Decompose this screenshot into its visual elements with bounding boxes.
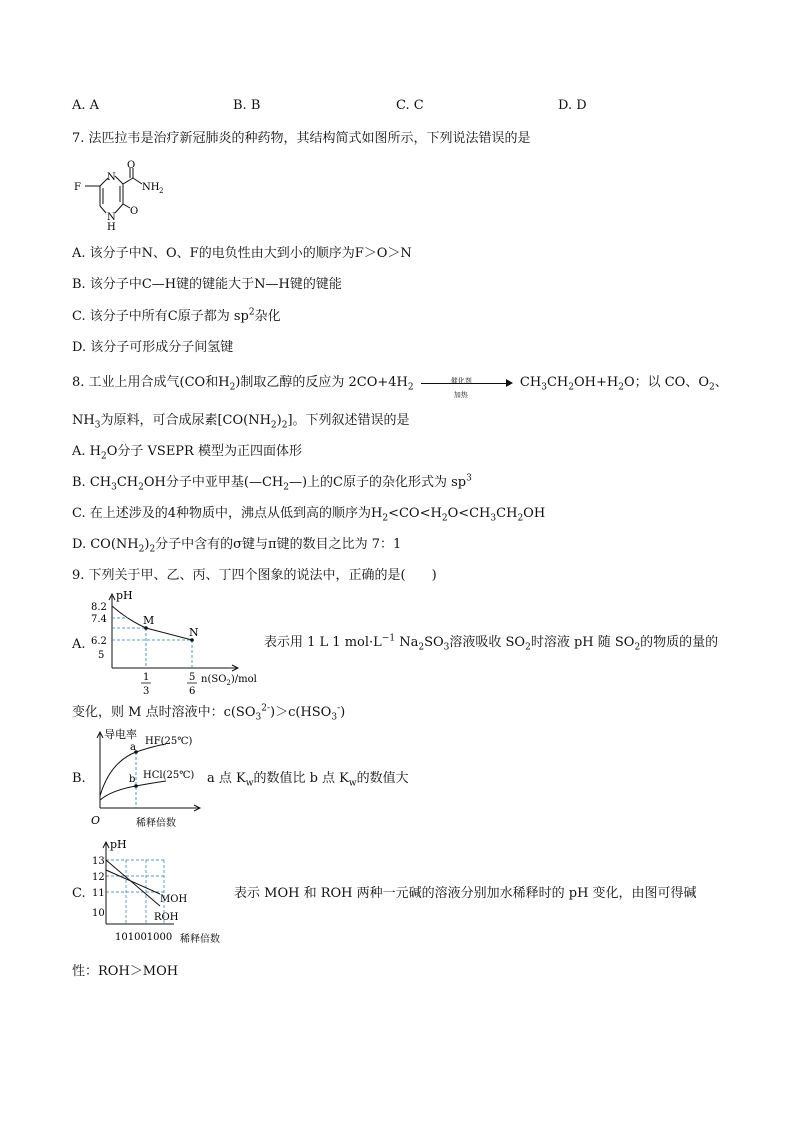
graph-a-x2-den: 6 — [189, 686, 196, 697]
graph-b-curve-hcl: HCl(25℃) — [143, 770, 195, 781]
q7-stem: 7. 法匹拉韦是治疗新冠肺炎的种药物，其结构简式如图所示，下列说法错误的是 — [72, 131, 531, 146]
q6-option-b: B. B — [233, 98, 261, 113]
q7-option-a: A. 该分子中N、O、F的电负性由大到小的顺序为F＞O＞N — [72, 246, 412, 261]
q9-b-text: a 点 $K_w$的数值比 b 点 $K_w$的数值大 — [207, 771, 409, 789]
graph-b-curve-hf: HF(25℃) — [145, 736, 193, 747]
graph-b-ylabel: 导电率 — [104, 728, 137, 741]
q8-line1: 8. 工业上用合成气(CO和$H_2$)制取乙醇的反应为 $2CO+4H_2$ 催化剂 加热 $CH_3CH_2OH+H_2O$；以 CO、$O_2$、 — [72, 375, 728, 399]
reaction-arrow: 催化剂 加热 — [421, 376, 513, 390]
q9-a-graph — [88, 590, 268, 698]
graph-c-xlabel: 稀释倍数 — [180, 934, 220, 945]
q9-c-text: 表示 MOH 和 ROH 两种一元碱的溶液分别加水稀释时的 pH 变化，由图可得碱 — [234, 886, 697, 901]
graph-c-curve-moh: MOH — [160, 894, 188, 905]
graph-a-ytick: 5 — [98, 650, 105, 661]
favipiravir-structure — [70, 160, 180, 235]
graph-c-ytick: 10 — [92, 908, 105, 919]
q9-a-line2: 变化，则 M 点时溶液中：$c(SO_3^{2-})>c(HSO_3^-)$ — [72, 703, 346, 723]
graph-b-xlabel: 稀释倍数 — [136, 818, 176, 829]
graph-a-x1-den: 3 — [143, 686, 150, 697]
struct-h: H — [107, 222, 116, 233]
graph-a-point-n: N — [189, 626, 199, 639]
struct-f: F — [74, 182, 81, 193]
graph-b-point-b: b — [129, 774, 136, 785]
q6-option-a: A. A — [72, 98, 100, 113]
graph-a-x2-num: 5 — [189, 672, 196, 683]
graph-a-ylabel: pH — [116, 590, 133, 602]
q7-option-c: C. 该分子中所有C原子都为 $sp^2$杂化 — [72, 307, 281, 324]
q8-option-a: A. $H_2O$分子 VSEPR 模型为正四面体形 — [72, 444, 302, 462]
q6-option-c: C. C — [396, 98, 424, 113]
struct-o-top: O — [127, 160, 136, 171]
graph-b-origin: O — [91, 814, 101, 827]
graph-c-ytick: 13 — [92, 856, 105, 867]
graph-c-xticks: 101001000 — [115, 932, 173, 943]
graph-b-point-a: a — [130, 742, 136, 753]
q8-option-c: C. 在上述涉及的4种物质中，沸点从低到高的顺序为$H_2<CO<H_2O<CH_3CH_2OH$ — [72, 506, 546, 524]
q9-b-graph — [88, 726, 208, 832]
q8-option-d: D. $CO(NH_2)_2$分子中含有的σ键与π键的数目之比为 7：1 — [72, 537, 402, 555]
graph-c-ytick: 12 — [92, 872, 105, 883]
graph-a-xlabel: $n(SO_2)$/mol — [201, 674, 257, 687]
graph-a-ytick: 8.2 — [91, 602, 107, 613]
q8-option-b: B. $CH_3CH_2OH$分子中亚甲基$(—CH_2—)$上的C原子的杂化形式为 $sp^3$ — [72, 473, 472, 493]
graph-a-x1-num: 1 — [143, 672, 150, 683]
q9-a-text: 表示用 1 L 1 $mol\cdot L^{-1}$ $Na_2SO_3$溶液吸收 $SO_2$时溶液 pH 随 $SO_2$的物质的量的 — [264, 633, 719, 653]
struct-sub2: 2 — [159, 187, 164, 195]
graph-a-ytick: 6.2 — [91, 636, 107, 647]
graph-c-curve-roh: ROH — [154, 912, 179, 923]
q9-b-label: B. — [72, 771, 86, 786]
q9-c-label: C. — [72, 886, 86, 901]
graph-c-ytick: 11 — [92, 888, 105, 899]
q8-line2: $NH_3$为原料，可合成尿素$[CO(NH_2)_2]$。下列叙述错误的是 — [72, 413, 410, 431]
q9-a-label: A. — [72, 637, 86, 652]
q9-c-graph — [88, 836, 238, 948]
q7-option-d: D. 该分子可形成分子间氢键 — [72, 340, 234, 355]
graph-c-ylabel: pH — [110, 838, 127, 851]
q9-c-line2: 性：ROH＞MOH — [72, 964, 179, 979]
q6-option-d: D. D — [558, 98, 587, 113]
q7-option-b: B. 该分子中C—H键的键能大于N—H键的键能 — [72, 277, 342, 292]
graph-a-ytick: 7.4 — [91, 614, 107, 625]
struct-nh: NH — [142, 182, 160, 193]
struct-o-bottom: O — [130, 206, 139, 217]
graph-a-point-m: M — [143, 614, 155, 627]
struct-n-bottom: N — [107, 212, 116, 223]
struct-n-top: N — [107, 172, 116, 183]
q9-stem: 9. 下列关于甲、乙、丙、丁四个图象的说法中，正确的是( ) — [72, 568, 437, 583]
